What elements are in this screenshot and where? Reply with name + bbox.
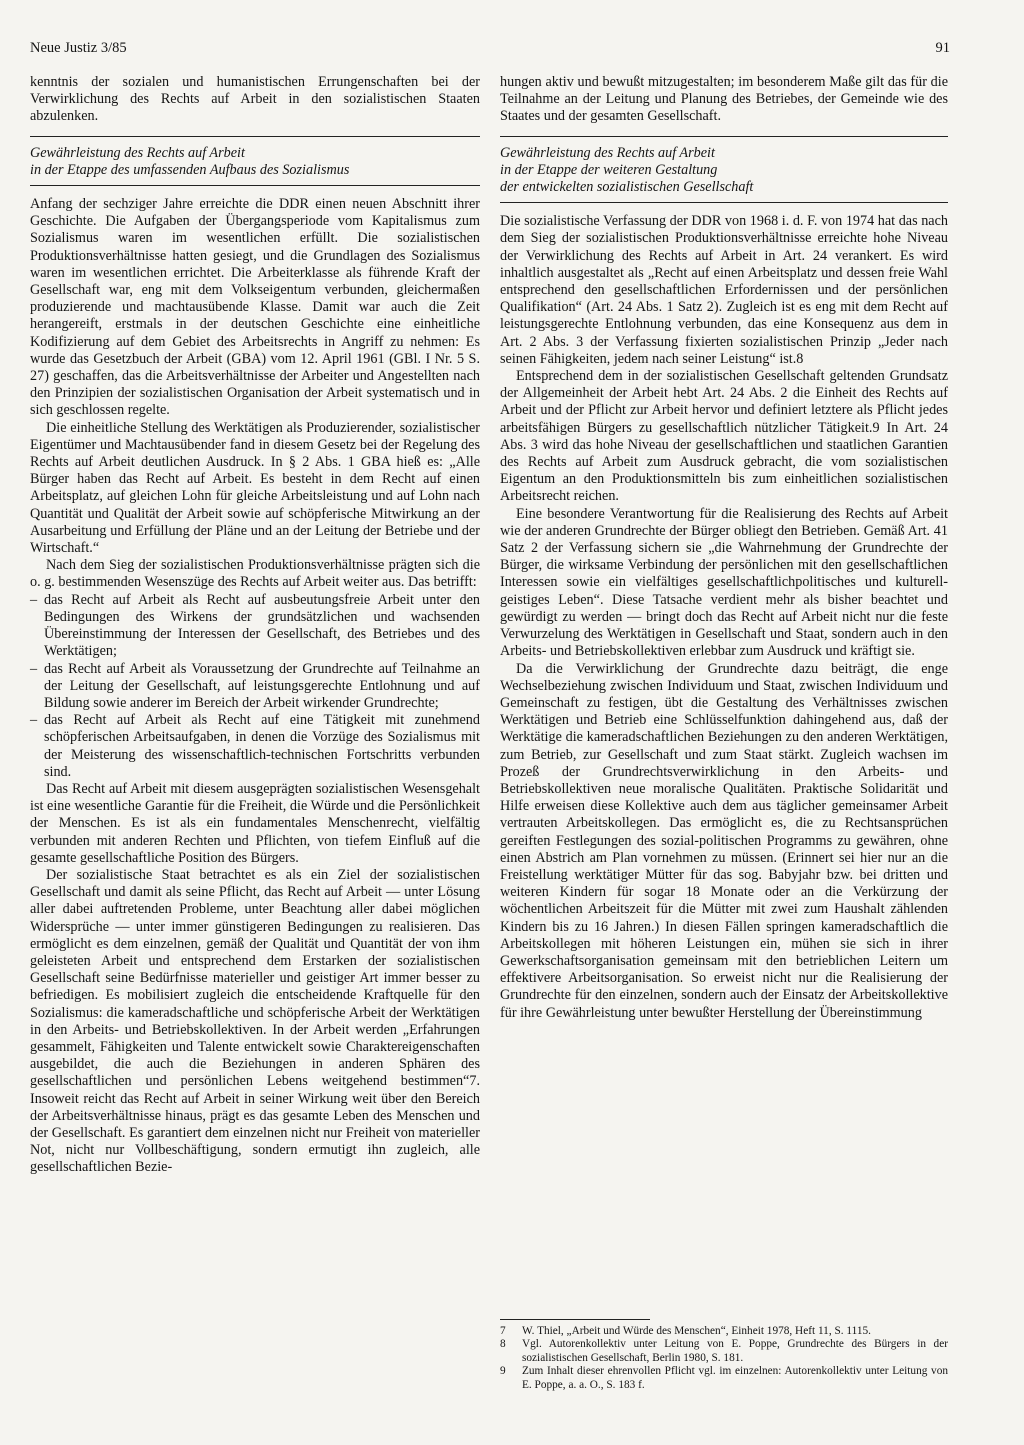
paragraph: Da die Verwirklichung der Grundrechte dazu beiträgt, die enge Wechselbeziehung zwischen Individuum und Staat, zwischen Individuum und Gemeinschaft zu festigen, übt die Gestaltung des Verhältnisses zwischen Werktätigen und Betrieb eine Schlüsselfunktion dahingehend aus, daß der Werktätige die kameradschaftlichen Beziehungen zu den anderen Werktätigen, zum Betrieb, zur Gesellschaft und zum Staat stärkt. Zugleich wachsen im Prozeß der Grundrechtsverwirklichung in den Arbeits- und Betriebskollektiven neue moralische Qualitäten. Praktische Solidarität und Hilfe erweisen diese Kollektive auch dem aus täglicher gemeinsamer Arbeit vertrauten Arbeitskollegen. Das ermöglicht es, die zu Rechtsansprüchen gereiften Festlegungen des sozial-politischen Programms zu gewähren, ohne einen Abstrich am Plan vornehmen zu müssen. (Erinnert sei hier nur an die Freistellung werktätiger Mütter für das sog. Babyjahr bzw. bei dritten und weiteren Kindern für sogar 18 Monate oder an die Verkürzung der wöchentlichen Arbeitszeit für die Mütter mit zwei zum Haushalt zählenden Kindern bis zu 16 Jahren.) In diesen Fällen springen kameradschaftlich die Arbeitskollegen mit höheren Leistungen ein, mühen sie sich in ihrer Gewerkschaftsorganisation gemeinsam mit den betrieblichen Leitern um effektivere Arbeitsorganisation. So erweist nicht nur die Realisierung der Grundrechte für den einzelnen, sondern auch der Einsatz der Arbeitskollektive für ihre Gewährleistung unter bewußter Herstellung der Übereinstimmung <box>500 660 948 1021</box>
running-head <box>30 40 950 60</box>
left-column <box>30 74 480 1177</box>
footnotes <box>500 1319 948 1392</box>
list-item: – das Recht auf Arbeit als Voraussetzung der Grundrechte auf Teilnahme an der Leitung der Gesellschaft, auf leistungsgerechte Entlohnung und auf Bildung sowie anderer im Bereich der Arbeit wirkender Grundrechte; <box>44 661 480 713</box>
footnote <box>500 1365 948 1392</box>
paragraph: Die einheitliche Stellung des Werktätigen als Produzierender, sozialistischer Eigentümer und Machtausübender fand in diesem Gesetz bei der Regelung des Rechts auf Arbeit deutlichen Ausdruck. In § 2 Abs. 1 GBA hieß es: „Alle Bürger haben das Recht auf Arbeit. Es besteht in dem Recht auf einen Arbeitsplatz, auf gleichen Lohn für gleiche Arbeitsleistung und auf Lohn nach Quantität und Qualität der Arbeit sowie auf schöpferische Mitwirkung an der Ausarbeitung und Erfüllung der Pläne und an der Leitung der Betriebe und der Wirtschaft.“ <box>30 419 480 557</box>
paragraph: Die sozialistische Verfassung der DDR von 1968 i. d. F. von 1974 hat das nach dem Sieg der sozialistischen Produktionsverhältnisse erreichte hohe Niveau der Verwirklichung des Rechts auf Arbeit in Art. 24 verankert. Es wird inhaltlich ausgestaltet als „Recht auf einen Arbeitsplatz und dessen freie Wahl entsprechend den gesellschaftlichen Erfordernissen und der persönlichen Qualifikation“ (Art. 24 Abs. 1 Satz 2). Zugleich ist es eng mit dem Recht auf leistungsgerechte Entlohnung verbunden, das eine Konsequenz aus dem in Art. 2 Abs. 3 der Verfassung fixierten sozialistischen Prinzip „Jeder nach seinen Fähigkeiten, jedem nach seiner Leistung“ ist.8 <box>500 213 948 367</box>
footnote-text: W. Thiel, „Arbeit und Würde des Menschen“, Einheit 1978, Heft 11, S. 1115. <box>522 1325 871 1337</box>
footnote <box>500 1338 948 1365</box>
heading-line: Gewährleistung des Rechts auf Arbeit <box>30 144 245 161</box>
dash-list <box>30 592 480 781</box>
heading-line: Gewährleistung des Rechts auf Arbeit <box>500 144 715 161</box>
paragraph: Das Recht auf Arbeit mit diesem ausgeprägten sozialistischen Wesensgehalt ist eine wesentliche Garantie für die Freiheit, die Würde und die Persönlichkeit der Menschen. Es ist als ein fundamentales Menschenrecht, vielfältig verbunden mit anderen Rechten und Pflichten, von tiefem Einfluß auf die gesamte gesellschaftliche Position des Bürgers. <box>30 780 480 866</box>
paragraph: Eine besondere Verantwortung für die Realisierung des Rechts auf Arbeit wie der anderen Grundrechte der Bürger obliegt den Betrieben. Gemäß Art. 41 Satz 2 der Verfassung sichern sie „die Wahrnehmung der Grundrechte der Bürger, die wirksame Verbindung der persönlichen mit den gesellschaftlichen Interessen sowie ein vielfältiges gesellschaftlichpolitisches und kulturell-geistiges Leben“. Diese Tatsache verdient mehr als bisher beachtet und gewürdigt zu werden — bringt doch das Recht auf Arbeit nicht nur die feste Verwurzelung des Werktätigen in Gesellschaft und Staat, sondern auch in den Arbeits- und Betriebskollektiven erlebbar zum Ausdruck und kräftigt sie. <box>500 505 948 660</box>
footnote-number: 7 <box>500 1325 506 1337</box>
footnote-number: 8 <box>500 1338 506 1351</box>
paragraph: Anfang der sechziger Jahre erreichte die DDR einen neuen Abschnitt ihrer Geschichte. Die Aufgaben der Übergangsperiode vom Kapitalismus zum Sozialismus waren im wesentlichen erfüllt. Die sozialistischen Produktionsverhältnisse hatten gesiegt, und die Grundlagen des Sozialismus waren im wesentlichen errichtet. Die Arbeiterklasse als führende Kraft der Gesellschaft war, eng mit dem Volkseigentum verbunden, gleichermaßen produzierende und machtausübende Klasse. Damit war auch die Zeit herangereift, erstmals in der deutschen Geschichte eine einheitliche Kodifizierung auf dem Gebiet des Arbeitsrechts in Angriff zu nehmen: Es wurde das Gesetzbuch der Arbeit (GBA) vom 12. April 1961 (GBl. I Nr. 5 S. 27) geschaffen, das die Arbeitsverhältnisse der Arbeiter und Angestellten nach den Prinzipien der sozialistischen Organisation der Arbeit systematisch und in sich geschlossen regelte. <box>30 196 480 419</box>
footnote-number: 9 <box>500 1365 506 1378</box>
paragraph: Nach dem Sieg der sozialistischen Produktionsverhältnisse prägten sich die o. g. bestimmenden Wesenszüge des Rechts auf Arbeit weiter aus. Das betrifft: <box>30 557 480 591</box>
heading-line: in der Etappe des umfassenden Aufbaus des Sozialismus <box>30 161 350 178</box>
paragraph: Der sozialistische Staat betrachtet es als ein Ziel der sozialistischen Gesellschaft und damit als seine Pflicht, das Recht auf Arbeit — unter Lösung aller dabei auftretenden Probleme, unter Beachtung aller dabei möglichen Widersprüche — unter immer günstigeren Bedingungen zu realisieren. Das ermöglicht es dem einzelnen, gemäß der Qualität und Quantität der von ihm geleisteten Arbeit und entsprechend dem Erstarken der sozialistischen Gesellschaft seine Bedürfnisse materieller und geistiger Art immer besser zu befriedigen. Es mobilisiert zugleich die entscheidende Kraftquelle für den Sozialismus: die kameradschaftliche und schöpferische Arbeit der Werktätigen in den Arbeits- und Betriebskollektiven. In der Arbeit werden „Erfahrungen gesammelt, Fähigkeiten und Talente entwickelt sowie Charaktereigenschaften ausgebildet, die auch die Beziehungen in anderen Sphären des gesellschaftlichen und persönlichen Lebens weitgehend bestimmen“7. Insoweit reicht das Recht auf Arbeit in seiner Wirkung weit über den Bereich der Arbeitsverhältnisse hinaus, prägt es das gesamte Leben des Menschen und der Gesellschaft. Es garantiert dem einzelnen nicht nur Freiheit von materieller Not, nicht nur Vollbeschäftigung, sondern ermutigt ihn zugleich, alle gesellschaftlichen Bezie- <box>30 866 480 1176</box>
paragraph: Entsprechend dem in der sozialistischen Gesellschaft geltenden Grundsatz der Allgemeinheit der Arbeit hebt Art. 24 Abs. 2 die Einheit des Rechts auf Arbeit und der Pflicht zur Arbeit hervor und definiert letztere als Pflicht jedes arbeitsfähigen Bürgers zu gesellschaftlich nützlicher Tätigkeit.9 In Art. 24 Abs. 3 wird das hohe Niveau der gesellschaftlichen und staatlichen Garantien des Rechts auf Arbeit zum Ausdruck gebracht, die vom sozialistischen Eigentum an den Produktionsmitteln bis zum einheitlichen sozialistischen Arbeitsrecht reichen. <box>500 368 948 505</box>
section-heading <box>30 145 480 186</box>
paragraph: kenntnis der sozialen und humanistischen Errungenschaften bei der Verwirklichung des Rechts auf Arbeit in den sozialistischen Staaten abzulenken. <box>30 74 480 125</box>
footnote-text: Vgl. Autorenkollektiv unter Leitung von E. Poppe, Grundrechte des Bürgers in der sozialistischen Gesellschaft, Berlin 1980, S. 181. <box>522 1338 948 1364</box>
section-rule <box>500 136 948 137</box>
section-rule <box>30 136 480 137</box>
journal-title: Neue Justiz 3/85 <box>30 40 127 56</box>
footnote-rule <box>500 1319 650 1320</box>
section-heading <box>500 145 948 204</box>
list-item: – das Recht auf Arbeit als Recht auf ausbeutungsfreie Arbeit unter den Bedingungen des Wirkens der grundsätzlichen und wachsenden Übereinstimmung der Interessen der Gesellschaft, des Betriebes und des Werktätigen; <box>44 592 480 661</box>
footnote <box>500 1325 948 1338</box>
heading-line: der entwickelten sozialistischen Gesellschaft <box>500 179 754 196</box>
list-item: – das Recht auf Arbeit als Recht auf eine Tätigkeit mit zunehmend schöpferischen Arbeitsaufgaben, in denen die Vorzüge des Sozialismus mit der Meisterung des wissenschaftlich-technischen Fortschritts verbunden sind. <box>44 712 480 781</box>
paragraph: hungen aktiv und bewußt mitzugestalten; im besonderem Maße gilt das für die Teilnahme an der Leitung und Planung des Betriebes, der Gemeinde wie des Staates und der gesamten Gesellschaft. <box>500 74 948 125</box>
footnote-text: Zum Inhalt dieser ehrenvollen Pflicht vgl. im einzelnen: Autorenkollektiv unter Leitung von E. Poppe, a. a. O., S. 183 f. <box>522 1365 948 1391</box>
heading-line: in der Etappe der weiteren Gestaltung <box>500 161 718 178</box>
page-number: 91 <box>935 40 950 56</box>
right-column <box>500 74 948 1022</box>
